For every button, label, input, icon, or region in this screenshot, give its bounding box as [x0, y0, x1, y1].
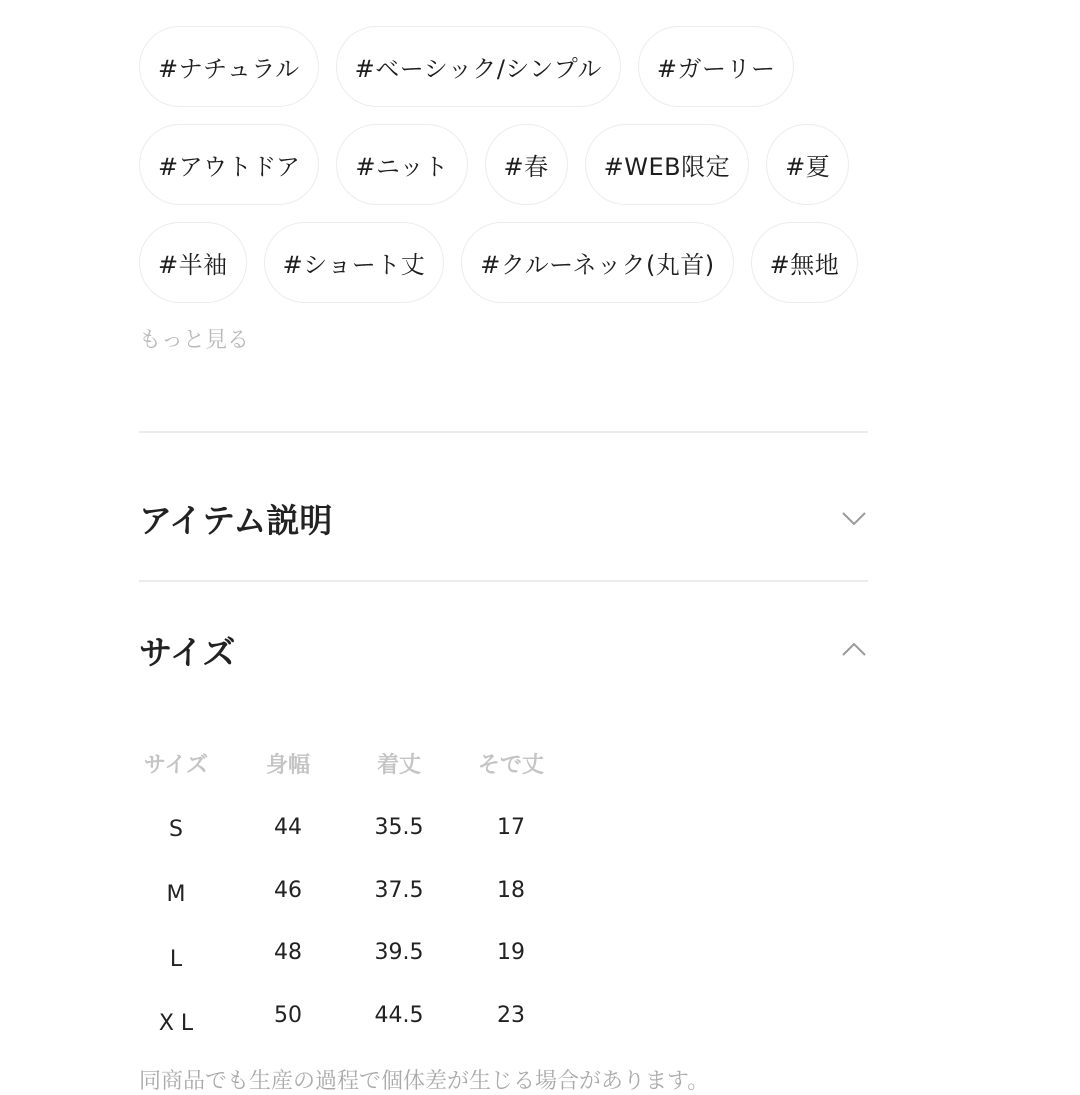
size-note: 同商品でも生産の過程で個体差が生じる場合があります。: [139, 1069, 710, 1094]
tag-chip[interactable]: #ナチュラル: [139, 26, 319, 107]
size-cell: M: [166, 882, 186, 907]
tag-chip[interactable]: #半袖: [139, 222, 247, 303]
value-cell: 37.5: [374, 878, 424, 903]
chevron-down-icon: [840, 504, 868, 532]
divider: [139, 580, 868, 582]
tag-chip[interactable]: #ベーシック/シンプル: [336, 26, 621, 107]
value-cell: 48: [274, 940, 302, 965]
value-cell: 39.5: [374, 940, 424, 965]
value-cell: 44.5: [374, 1003, 424, 1028]
tag-chip[interactable]: #WEB限定: [585, 124, 749, 205]
section-title-size: サイズ: [139, 632, 236, 672]
show-more-link[interactable]: もっと見る: [139, 328, 250, 353]
section-title-description: アイテム説明: [139, 500, 333, 540]
header-cell-sleeve: そで丈: [477, 753, 544, 778]
value-cell: 46: [274, 878, 302, 903]
tag-chip[interactable]: #クルーネック(丸首): [461, 222, 733, 303]
header-cell-size: サイズ: [143, 753, 209, 778]
size-cell: S: [169, 817, 183, 842]
tag-chip[interactable]: #夏: [766, 124, 849, 205]
tag-chip[interactable]: #無地: [751, 222, 859, 303]
size-section-toggle[interactable]: [139, 624, 868, 676]
size-cell: L: [169, 947, 183, 972]
value-cell: 23: [497, 1003, 525, 1028]
value-cell: 17: [497, 815, 525, 840]
tag-row: [139, 222, 859, 303]
header-cell-length: 着丈: [376, 753, 421, 778]
tag-row: [139, 26, 859, 107]
value-cell: 50: [274, 1003, 302, 1028]
chevron-up-icon: [840, 636, 868, 664]
tag-chip[interactable]: #春: [485, 124, 568, 205]
tag-chip[interactable]: #ガーリー: [638, 26, 795, 107]
value-cell: 19: [497, 940, 525, 965]
value-cell: 18: [497, 878, 525, 903]
item-description-toggle[interactable]: [139, 492, 868, 544]
tag-row: [139, 124, 859, 205]
size-cell: X L: [158, 1011, 194, 1036]
tag-chip[interactable]: #アウトドア: [139, 124, 319, 205]
divider: [139, 431, 868, 433]
tag-chip[interactable]: #ニット: [336, 124, 467, 205]
value-cell: 44: [274, 815, 302, 840]
tag-chip[interactable]: #ショート丈: [264, 222, 445, 303]
value-cell: 35.5: [374, 815, 424, 840]
tag-list: [139, 26, 859, 320]
header-cell-width: 身幅: [265, 753, 310, 778]
